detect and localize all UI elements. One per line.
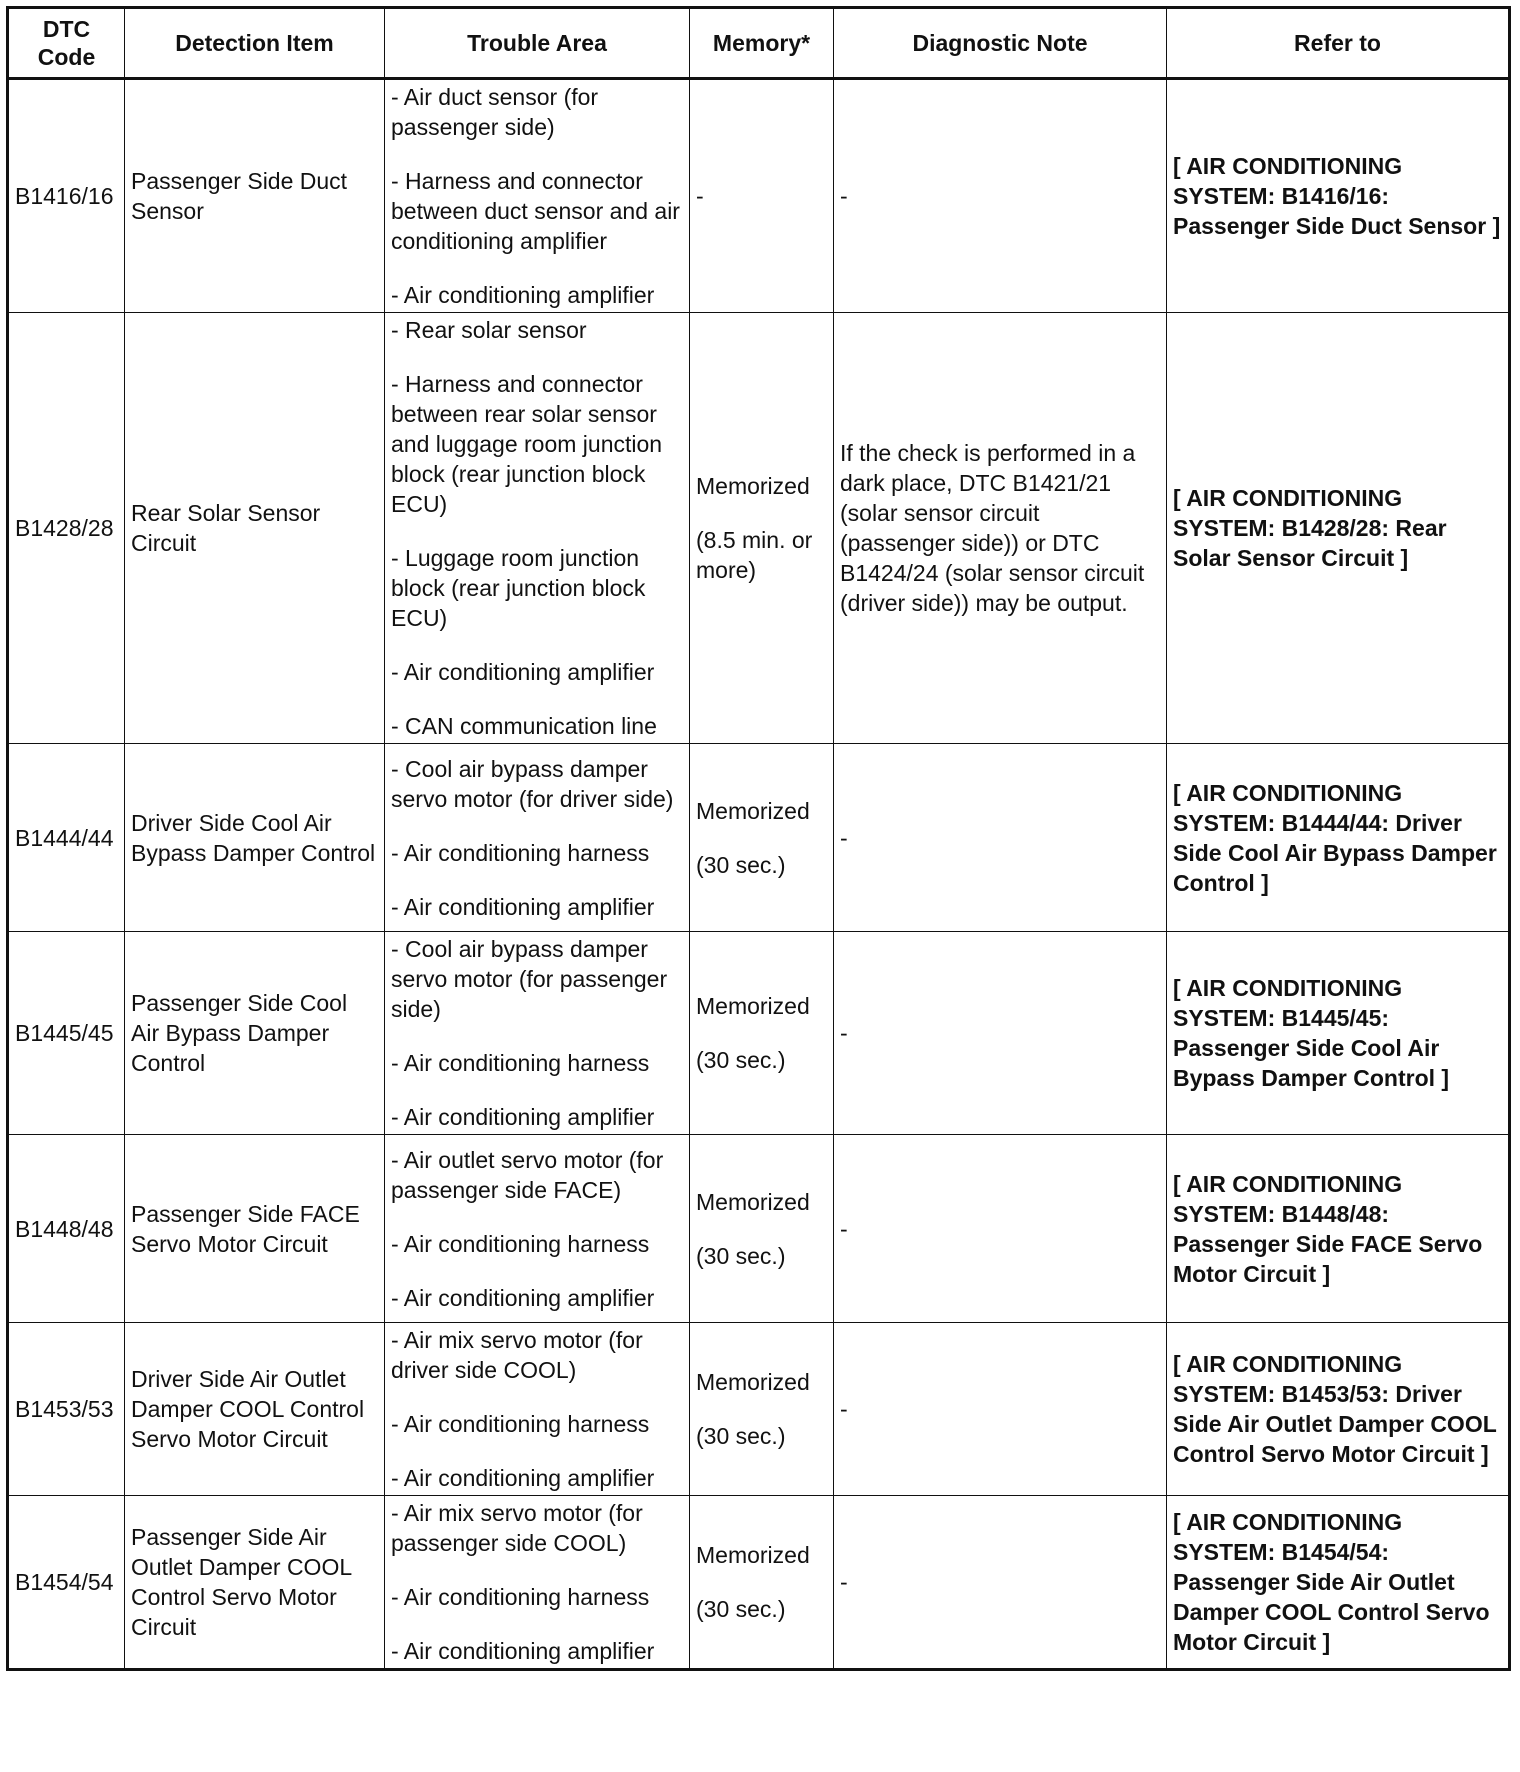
detection-item-cell: Passenger Side Cool Air Bypass Damper Control (125, 932, 385, 1135)
diagnostic-note-cell: - (834, 1323, 1167, 1496)
memory-line: (30 sec.) (696, 1242, 786, 1269)
trouble-area-item: - Air outlet servo motor (for passenger side FACE) (391, 1146, 664, 1203)
memory-line: Memorized (696, 1369, 810, 1395)
trouble-area-item: - Air conditioning amplifier (391, 1104, 655, 1130)
trouble-area-item: - Air conditioning harness (391, 1050, 650, 1076)
trouble-area-cell (385, 79, 690, 313)
table-row (8, 79, 1510, 313)
refer-to-cell: [ AIR CONDITIONING SYSTEM: B1444/44: Driver Side Cool Air Bypass Damper Control ] (1167, 744, 1510, 932)
detection-item-cell: Rear Solar Sensor Circuit (125, 313, 385, 744)
detection-item-cell: Passenger Side Air Outlet Damper COOL Control Servo Motor Circuit (125, 1496, 385, 1670)
table-row (8, 932, 1510, 1135)
refer-to-cell: [ AIR CONDITIONING SYSTEM: B1416/16: Passenger Side Duct Sensor ] (1167, 79, 1510, 313)
trouble-area-item: - Air conditioning amplifier (391, 282, 655, 308)
memory-cell (690, 79, 834, 313)
refer-to-cell: [ AIR CONDITIONING SYSTEM: B1445/45: Passenger Side Cool Air Bypass Damper Control ] (1167, 932, 1510, 1135)
trouble-area-item: - Rear solar sensor (391, 317, 587, 343)
memory-line: (8.5 min. or more) (696, 527, 813, 583)
trouble-area-cell (385, 1135, 690, 1323)
memory-cell (690, 1323, 834, 1496)
dtc-code-cell: B1444/44 (8, 744, 125, 932)
trouble-area-item: - Air conditioning amplifier (391, 1284, 655, 1311)
trouble-area-item: - Cool air bypass damper servo motor (for passenger side) (391, 936, 668, 1022)
refer-to-cell: [ AIR CONDITIONING SYSTEM: B1428/28: Rear Solar Sensor Circuit ] (1167, 313, 1510, 744)
memory-line: Memorized (696, 1188, 810, 1215)
memory-line: Memorized (696, 473, 810, 499)
trouble-area-item: - Air conditioning harness (391, 1584, 650, 1610)
dtc-table (6, 6, 1511, 1671)
diagnostic-note-cell: - (834, 744, 1167, 932)
trouble-area-item: - Luggage room junction block (rear junction block ECU) (391, 545, 646, 631)
header-refer-to: Refer to (1167, 8, 1510, 79)
trouble-area-item: - CAN communication line (391, 713, 657, 739)
header-memory: Memory* (690, 8, 834, 79)
memory-line: Memorized (696, 797, 810, 824)
table-row (8, 313, 1510, 744)
trouble-area-cell (385, 1323, 690, 1496)
memory-line: (30 sec.) (696, 1423, 786, 1449)
trouble-area-item: - Air conditioning harness (391, 1230, 650, 1257)
table-body (8, 79, 1510, 1670)
refer-to-cell: [ AIR CONDITIONING SYSTEM: B1453/53: Driver Side Air Outlet Damper COOL Control Servo Motor Circuit ] (1167, 1323, 1510, 1496)
detection-item-cell: Driver Side Cool Air Bypass Damper Control (125, 744, 385, 932)
diagnostic-note-cell: - (834, 1135, 1167, 1323)
trouble-area-item: - Air conditioning amplifier (391, 1465, 655, 1491)
table-row (8, 1496, 1510, 1670)
header-diagnostic-note: Diagnostic Note (834, 8, 1167, 79)
trouble-area-item: - Air duct sensor (for passenger side) (391, 84, 599, 140)
table-row (8, 1323, 1510, 1496)
trouble-area-item: - Air mix servo motor (for driver side COOL) (391, 1327, 643, 1383)
trouble-area-item: - Air conditioning harness (391, 1411, 650, 1437)
dtc-code-cell: B1448/48 (8, 1135, 125, 1323)
trouble-area-item: - Air conditioning harness (391, 839, 650, 866)
trouble-area-item: - Harness and connector between duct sensor and air conditioning amplifier (391, 168, 680, 254)
memory-cell (690, 744, 834, 932)
header-detection-item: Detection Item (125, 8, 385, 79)
table-row (8, 744, 1510, 932)
memory-cell (690, 1496, 834, 1670)
header-row (8, 8, 1510, 79)
memory-cell (690, 1135, 834, 1323)
diagnostic-note-cell: If the check is performed in a dark place, DTC B1421/21 (solar sensor circuit (passenger side)) or DTC B1424/24 (solar sensor circuit (driver side)) may be output. (834, 313, 1167, 744)
detection-item-cell: Passenger Side FACE Servo Motor Circuit (125, 1135, 385, 1323)
memory-line: Memorized (696, 993, 810, 1019)
diagnostic-note-cell: - (834, 79, 1167, 313)
memory-cell (690, 932, 834, 1135)
memory-cell (690, 313, 834, 744)
trouble-area-cell (385, 1496, 690, 1670)
refer-to-cell: [ AIR CONDITIONING SYSTEM: B1454/54: Passenger Side Air Outlet Damper COOL Control Servo Motor Circuit ] (1167, 1496, 1510, 1670)
memory-line: - (696, 183, 704, 209)
trouble-area-item: - Harness and connector between rear solar sensor and luggage room junction block (rear junction block ECU) (391, 371, 663, 517)
detection-item-cell: Driver Side Air Outlet Damper COOL Control Servo Motor Circuit (125, 1323, 385, 1496)
dtc-code-cell: B1453/53 (8, 1323, 125, 1496)
header-trouble-area: Trouble Area (385, 8, 690, 79)
diagnostic-note-cell: - (834, 1496, 1167, 1670)
table-row (8, 1135, 1510, 1323)
memory-line: (30 sec.) (696, 1047, 786, 1073)
trouble-area-item: - Air mix servo motor (for passenger side COOL) (391, 1500, 643, 1556)
table-header (8, 8, 1510, 79)
header-dtc-code: DTC Code (8, 8, 125, 79)
trouble-area-item: - Air conditioning amplifier (391, 1638, 655, 1664)
refer-to-cell: [ AIR CONDITIONING SYSTEM: B1448/48: Passenger Side FACE Servo Motor Circuit ] (1167, 1135, 1510, 1323)
detection-item-cell: Passenger Side Duct Sensor (125, 79, 385, 313)
memory-line: Memorized (696, 1542, 810, 1568)
trouble-area-item: - Air conditioning amplifier (391, 893, 655, 920)
trouble-area-item: - Cool air bypass damper servo motor (for driver side) (391, 755, 674, 812)
dtc-code-cell: B1416/16 (8, 79, 125, 313)
diagnostic-note-cell: - (834, 932, 1167, 1135)
trouble-area-cell (385, 313, 690, 744)
trouble-area-cell (385, 932, 690, 1135)
trouble-area-cell (385, 744, 690, 932)
memory-line: (30 sec.) (696, 851, 786, 878)
dtc-code-cell: B1454/54 (8, 1496, 125, 1670)
memory-line: (30 sec.) (696, 1596, 786, 1622)
trouble-area-item: - Air conditioning amplifier (391, 659, 655, 685)
dtc-code-cell: B1428/28 (8, 313, 125, 744)
dtc-code-cell: B1445/45 (8, 932, 125, 1135)
